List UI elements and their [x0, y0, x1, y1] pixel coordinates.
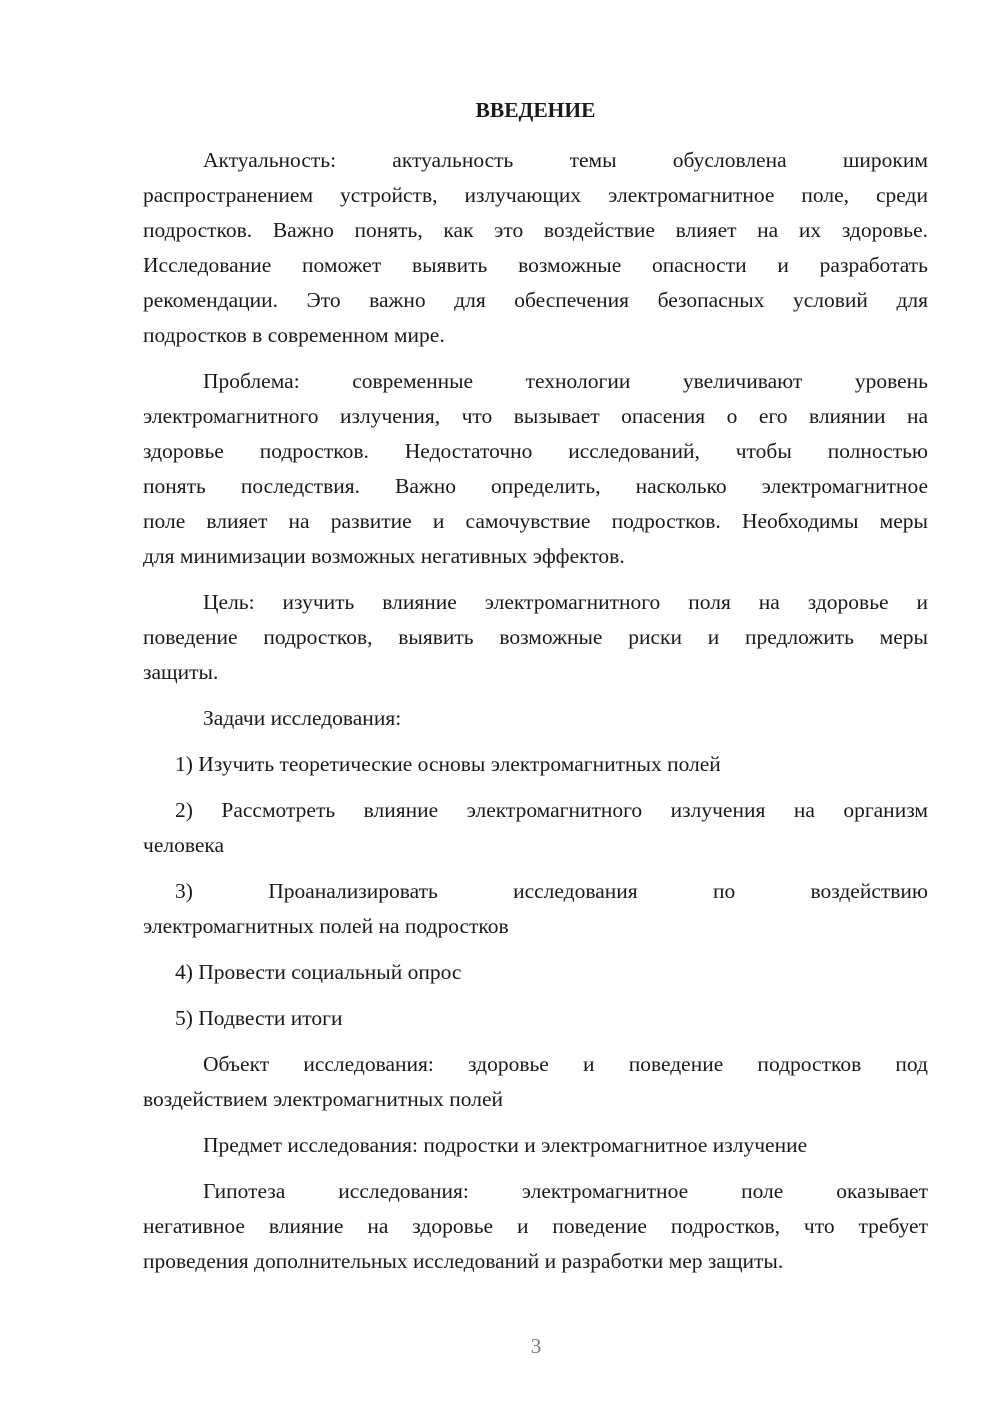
text-line: Объект исследования: здоровье и поведение подростков под: [203, 1052, 928, 1076]
text-line: для минимизации возможных негативных эффектов.: [143, 544, 625, 568]
paragraph-subject: [143, 1128, 928, 1163]
text-line: понять последствия. Важно определить, насколько электромагнитное: [143, 474, 928, 498]
text-line: электромагнитного излучения, что вызывает опасения о его влиянии на: [143, 404, 928, 428]
paragraph-object: [143, 1047, 928, 1117]
document-page: [143, 93, 928, 1290]
task-item-5: [143, 1001, 928, 1036]
text-line: 5) Подвести итоги: [175, 1006, 343, 1030]
paragraph-tasks-heading: [143, 701, 928, 736]
page-number: 3: [530, 1334, 542, 1358]
text-line: распространением устройств, излучающих электромагнитное поле, среди: [143, 183, 928, 207]
text-line: Актуальность: актуальность темы обусловлена широким: [203, 148, 928, 172]
text-line: поведение подростков, выявить возможные риски и предложить меры: [143, 625, 928, 649]
text-line: 3) Проанализировать исследования по воздействию: [175, 879, 928, 903]
text-line: Исследование поможет выявить возможные опасности и разработать: [143, 253, 928, 277]
text-line: 4) Провести социальный опрос: [175, 960, 462, 984]
paragraph-hypothesis: [143, 1174, 928, 1279]
text-line: подростков. Важно понять, как это воздействие влияет на их здоровье.: [143, 218, 928, 242]
text-line: 1) Изучить теоретические основы электромагнитных полей: [175, 752, 721, 776]
text-line: человека: [143, 833, 225, 857]
text-line: рекомендации. Это важно для обеспечения безопасных условий для: [143, 288, 928, 312]
task-item-1: [143, 747, 928, 782]
text-line: электромагнитных полей на подростков: [143, 914, 509, 938]
text-line: Цель: изучить влияние электромагнитного поля на здоровье и: [203, 590, 928, 614]
text-line: Задачи исследования:: [203, 706, 402, 730]
text-line: Предмет исследования: подростки и электромагнитное излучение: [203, 1133, 808, 1157]
text-line: воздействием электромагнитных полей: [143, 1087, 504, 1111]
text-line: Проблема: современные технологии увеличивают уровень: [203, 369, 928, 393]
text-line: поле влияет на развитие и самочувствие подростков. Необходимы меры: [143, 509, 928, 533]
paragraph-problem: [143, 364, 928, 574]
paragraph-relevance: [143, 143, 928, 353]
task-item-4: [143, 955, 928, 990]
text-line: подростков в современном мире.: [143, 323, 445, 347]
text-line: здоровье подростков. Недостаточно исследований, чтобы полностью: [143, 439, 928, 463]
paragraph-goal: [143, 585, 928, 690]
text-line: Гипотеза исследования: электромагнитное поле оказывает: [203, 1179, 928, 1203]
text-line: негативное влияние на здоровье и поведение подростков, что требует: [143, 1214, 928, 1238]
page-title: ВВЕДЕНИЕ: [475, 98, 596, 122]
task-item-3: [143, 874, 928, 944]
text-line: защиты.: [143, 660, 219, 684]
text-line: 2) Рассмотреть влияние электромагнитного излучения на организм: [175, 798, 928, 822]
text-line: проведения дополнительных исследований и разработки мер защиты.: [143, 1249, 784, 1273]
task-item-2: [143, 793, 928, 863]
